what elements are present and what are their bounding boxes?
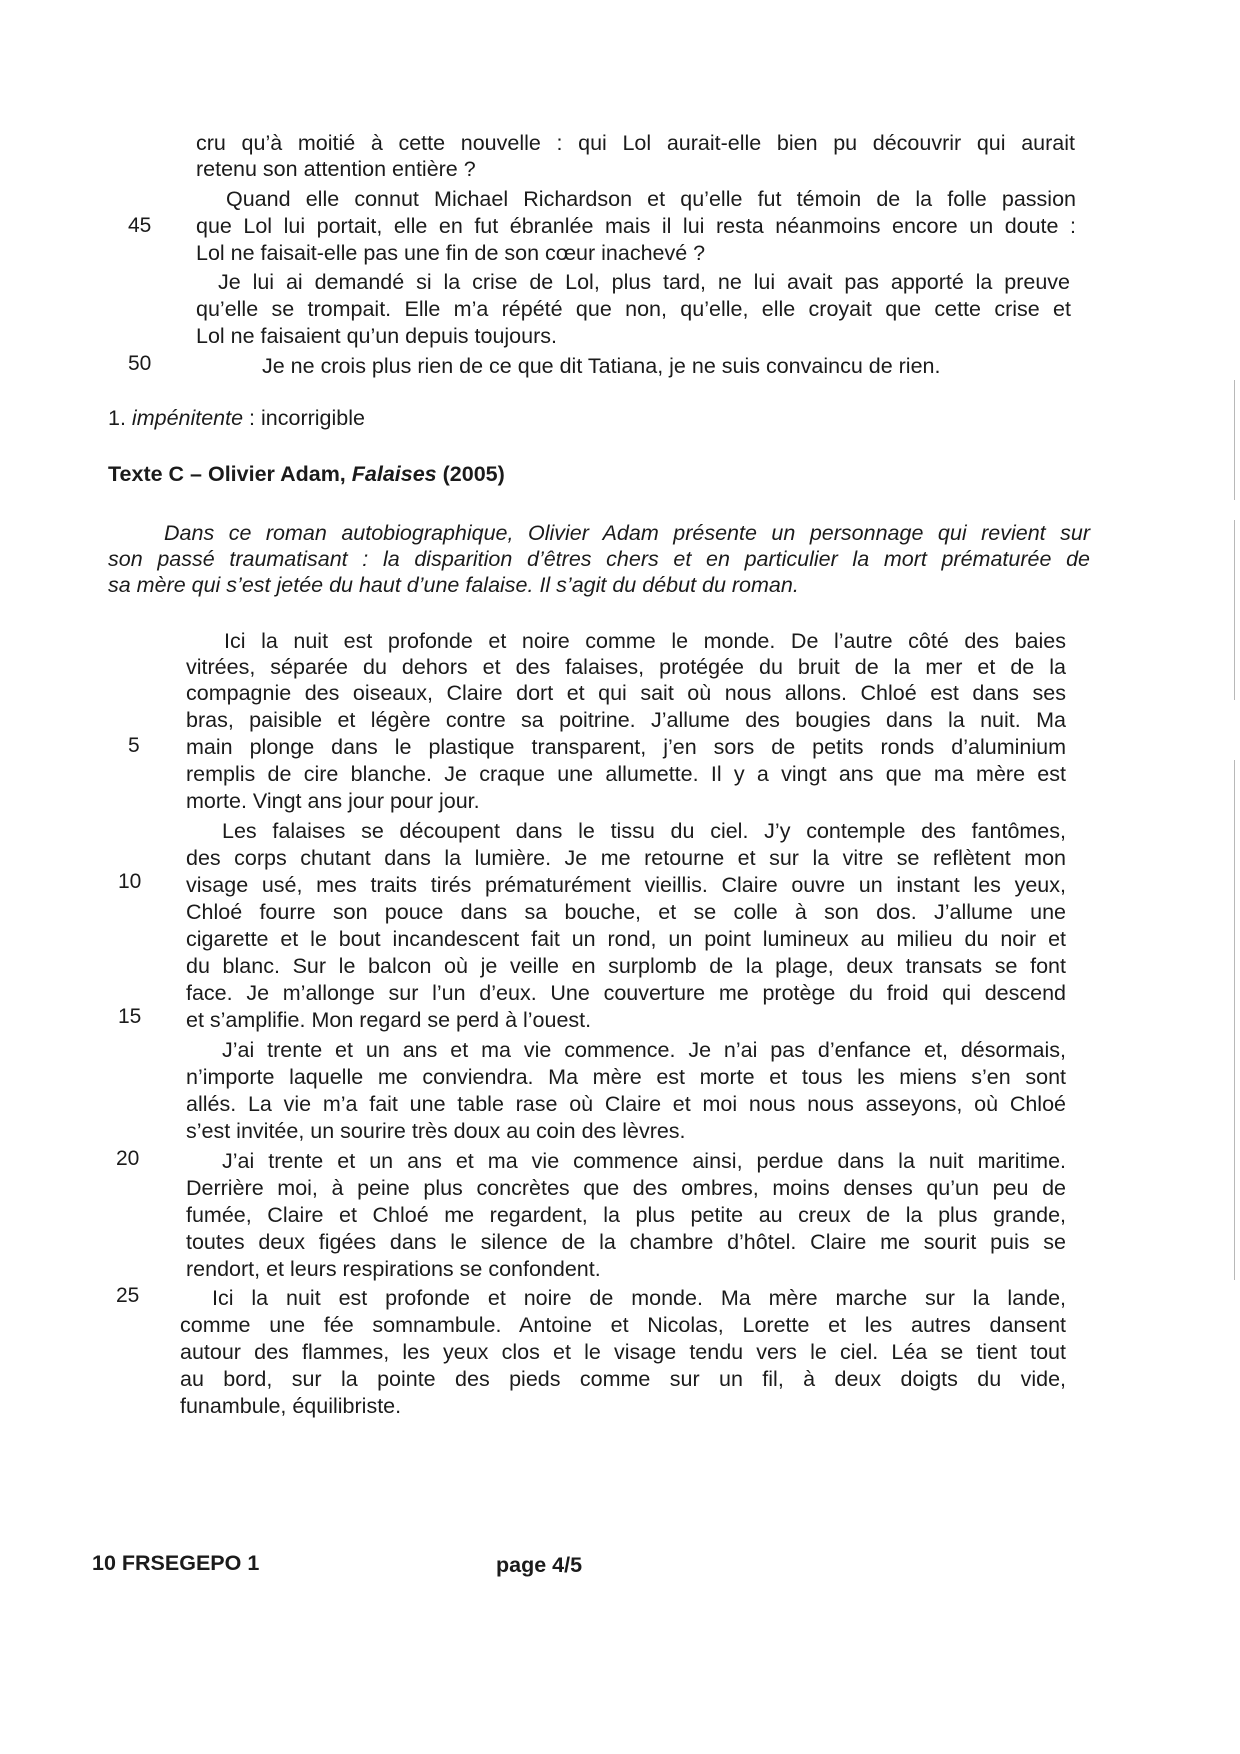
intro-line: Dans ce roman autobiographique, Olivier Adam présente un personnage qui revient sur	[164, 521, 1090, 545]
footnote-definition: : incorrigible	[243, 406, 365, 430]
text-line: compagnie des oiseaux, Claire dort et qui sait où nous allons. Chloé est dans ses	[186, 681, 1066, 705]
scan-edge-line	[1234, 520, 1235, 700]
text-line: cru qu’à moitié à cette nouvelle : qui Lol aurait-elle bien pu découvrir qui aurait	[196, 131, 1075, 155]
text-line: Lol ne faisaient qu’un depuis toujours.	[196, 324, 557, 348]
heading-title: Falaises	[351, 462, 437, 486]
text-line: Lol ne faisait-elle pas une fin de son cœur inachevé ?	[196, 241, 706, 265]
text-line: funambule, équilibriste.	[180, 1394, 402, 1418]
text-line: fumée, Claire et Chloé me regardent, la plus petite au creux de la plus grande,	[186, 1203, 1066, 1227]
text-line: visage usé, mes traits tirés prématurément vieillis. Claire ouvre un instant les yeux,	[186, 873, 1066, 897]
text-line: rendort, et leurs respirations se confondent.	[186, 1257, 601, 1281]
intro-line: sa mère qui s’est jetée du haut d’une falaise. Il s’agit du début du roman.	[108, 573, 799, 597]
text-line: qu’elle se trompait. Elle m’a répété que non, qu’elle, elle croyait que cette crise et	[196, 297, 1071, 321]
text-line: morte. Vingt ans jour pour jour.	[186, 789, 480, 813]
text-line: Quand elle connut Michael Richardson et qu’elle fut témoin de la folle passion	[226, 187, 1076, 211]
intro-line: son passé traumatisant : la disparition d’êtres chers et en particulier la mort prématurée de	[108, 547, 1090, 571]
text-line: Ici la nuit est profonde et noire comme le monde. De l’autre côté des baies	[224, 629, 1066, 653]
scan-edge-line	[1234, 380, 1235, 500]
footnote	[108, 405, 365, 431]
text-line: main plonge dans le plastique transparent, j’en sors de petits ronds d’aluminium	[186, 735, 1066, 759]
section-heading	[108, 461, 505, 487]
text-line: face. Je m’allonge sur l’un d’eux. Une couverture me protège du froid qui descend	[186, 981, 1066, 1005]
text-line: Ici la nuit est profonde et noire de monde. Ma mère marche sur la lande,	[212, 1286, 1066, 1310]
footnote-term: impénitente	[131, 406, 244, 430]
text-line: s’est invitée, un sourire très doux au coin des lèvres.	[186, 1119, 686, 1143]
text-line: comme une fée somnambule. Antoine et Nicolas, Lorette et les autres dansent	[180, 1313, 1066, 1337]
text-line: J’ai trente et un ans et ma vie commence. Je n’ai pas d’enfance et, désormais,	[222, 1038, 1066, 1062]
line-number: 5	[128, 734, 140, 757]
text-line: remplis de cire blanche. Je craque une allumette. Il y a vingt ans que ma mère est	[186, 762, 1066, 786]
text-line: du blanc. Sur le balcon où je veille en surplomb de la plage, deux transats se font	[186, 954, 1066, 978]
text-line: des corps chutant dans la lumière. Je me retourne et sur la vitre se reflètent mon	[186, 846, 1066, 870]
text-line: au bord, sur la pointe des pieds comme sur un fil, à deux doigts du vide,	[180, 1367, 1066, 1391]
footer-page-number: page 4/5	[496, 1553, 583, 1577]
line-number: 50	[128, 352, 152, 375]
text-line: autour des flammes, les yeux clos et le visage tendu vers le ciel. Léa se tient tout	[180, 1340, 1066, 1364]
text-line: retenu son attention entière ?	[196, 157, 476, 181]
text-line: J’ai trente et un ans et ma vie commence ainsi, perdue dans la nuit maritime.	[222, 1149, 1066, 1173]
heading-year: (2005)	[436, 462, 505, 486]
line-number: 15	[118, 1005, 142, 1028]
text-line: toutes deux figées dans le silence de la chambre d’hôtel. Claire me sourit puis se	[186, 1230, 1066, 1254]
text-line: Les falaises se découpent dans le tissu du ciel. J’y contemple des fantômes,	[222, 819, 1066, 843]
footer-code: 10 FRSEGEPO 1	[92, 1551, 260, 1575]
text-line: Je lui ai demandé si la crise de Lol, plus tard, ne lui avait pas apporté la preuve	[218, 270, 1070, 294]
text-line: n’importe laquelle me conviendra. Ma mère est morte et tous les miens s’en sont	[186, 1065, 1066, 1089]
line-number: 25	[116, 1284, 140, 1307]
text-line: bras, paisible et légère contre sa poitrine. J’allume des bougies dans la nuit. Ma	[186, 708, 1066, 732]
text-line: Chloé fourre son pouce dans sa bouche, et se colle à son dos. J’allume une	[186, 900, 1066, 924]
line-number: 45	[128, 214, 152, 237]
heading-prefix: Texte C – Olivier Adam,	[108, 462, 352, 486]
text-line: vitrées, séparée du dehors et des falaises, protégée du bruit de la mer et de la	[186, 655, 1066, 679]
line-number: 10	[118, 870, 142, 893]
scan-edge-line	[1234, 760, 1235, 1280]
text-line: cigarette et le bout incandescent fait un rond, un point lumineux au milieu du noir et	[186, 927, 1066, 951]
text-line: Je ne crois plus rien de ce que dit Tatiana, je ne suis convaincu de rien.	[262, 354, 941, 378]
text-line: et s’amplifie. Mon regard se perd à l’ouest.	[186, 1008, 592, 1032]
text-line: allés. La vie m’a fait une table rase où Claire et moi nous nous asseyons, où Chloé	[186, 1092, 1066, 1116]
line-number: 20	[116, 1147, 140, 1170]
footnote-number: 1.	[108, 406, 126, 430]
text-line: que Lol lui portait, elle en fut ébranlée mais il lui resta néanmoins encore un doute :	[196, 214, 1076, 238]
text-line: Derrière moi, à peine plus concrètes que des ombres, moins denses qu’un peu de	[186, 1176, 1066, 1200]
